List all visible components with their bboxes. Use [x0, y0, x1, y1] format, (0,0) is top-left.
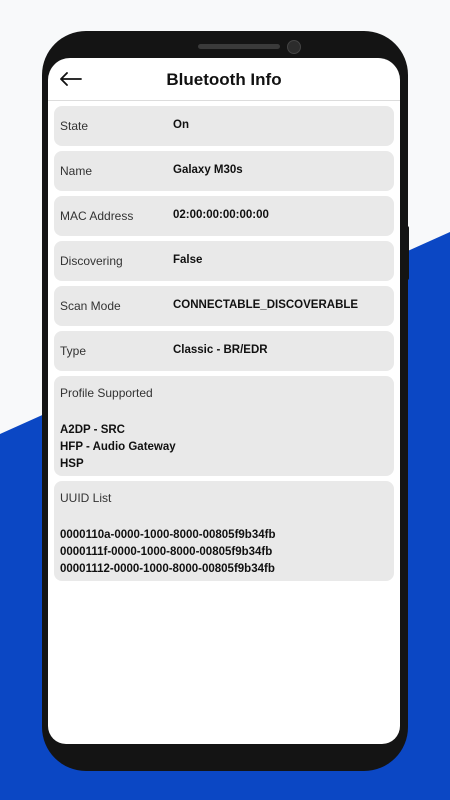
uuid-item: 0000110a-0000-1000-8000-00805f9b34fb [60, 529, 276, 541]
info-row-mac-address [54, 196, 394, 236]
uuid-item: 0000111f-0000-1000-8000-00805f9b34fb [60, 546, 273, 558]
info-list [54, 106, 394, 586]
uuid-list [60, 527, 275, 578]
page-title: Bluetooth Info [166, 70, 282, 89]
app-header [48, 58, 400, 101]
info-value: On [173, 119, 189, 131]
info-label: MAC Address [60, 209, 134, 223]
uuid-item: 00001112-0000-1000-8000-00805f9b34fb [60, 563, 275, 575]
uuid-card [54, 481, 394, 581]
info-value: False [173, 254, 203, 266]
profiles-card [54, 376, 394, 476]
info-row-state [54, 106, 394, 146]
info-label: Scan Mode [60, 299, 121, 313]
info-value: Classic - BR/EDR [173, 344, 268, 356]
info-row-type [54, 331, 394, 371]
phone-camera [287, 40, 301, 54]
info-row-discovering [54, 241, 394, 281]
profiles-list [60, 422, 176, 473]
profiles-label: Profile Supported [60, 386, 153, 400]
info-label: Discovering [60, 254, 123, 268]
info-label: State [60, 119, 89, 133]
info-label: Name [60, 164, 93, 178]
profile-item: HSP [60, 458, 84, 470]
info-row-name [54, 151, 394, 191]
info-value: CONNECTABLE_DISCOVERABLE [173, 299, 359, 311]
uuid-label: UUID List [60, 491, 112, 505]
info-row-scan-mode [54, 286, 394, 326]
profile-item: A2DP - SRC [60, 424, 125, 436]
profile-item: HFP - Audio Gateway [60, 441, 176, 453]
app-screen [48, 58, 400, 744]
info-value: Galaxy M30s [173, 164, 243, 176]
phone-side-button [405, 226, 409, 280]
info-label: Type [60, 344, 87, 358]
info-value: 02:00:00:00:00:00 [173, 209, 269, 221]
phone-speaker [198, 44, 280, 49]
